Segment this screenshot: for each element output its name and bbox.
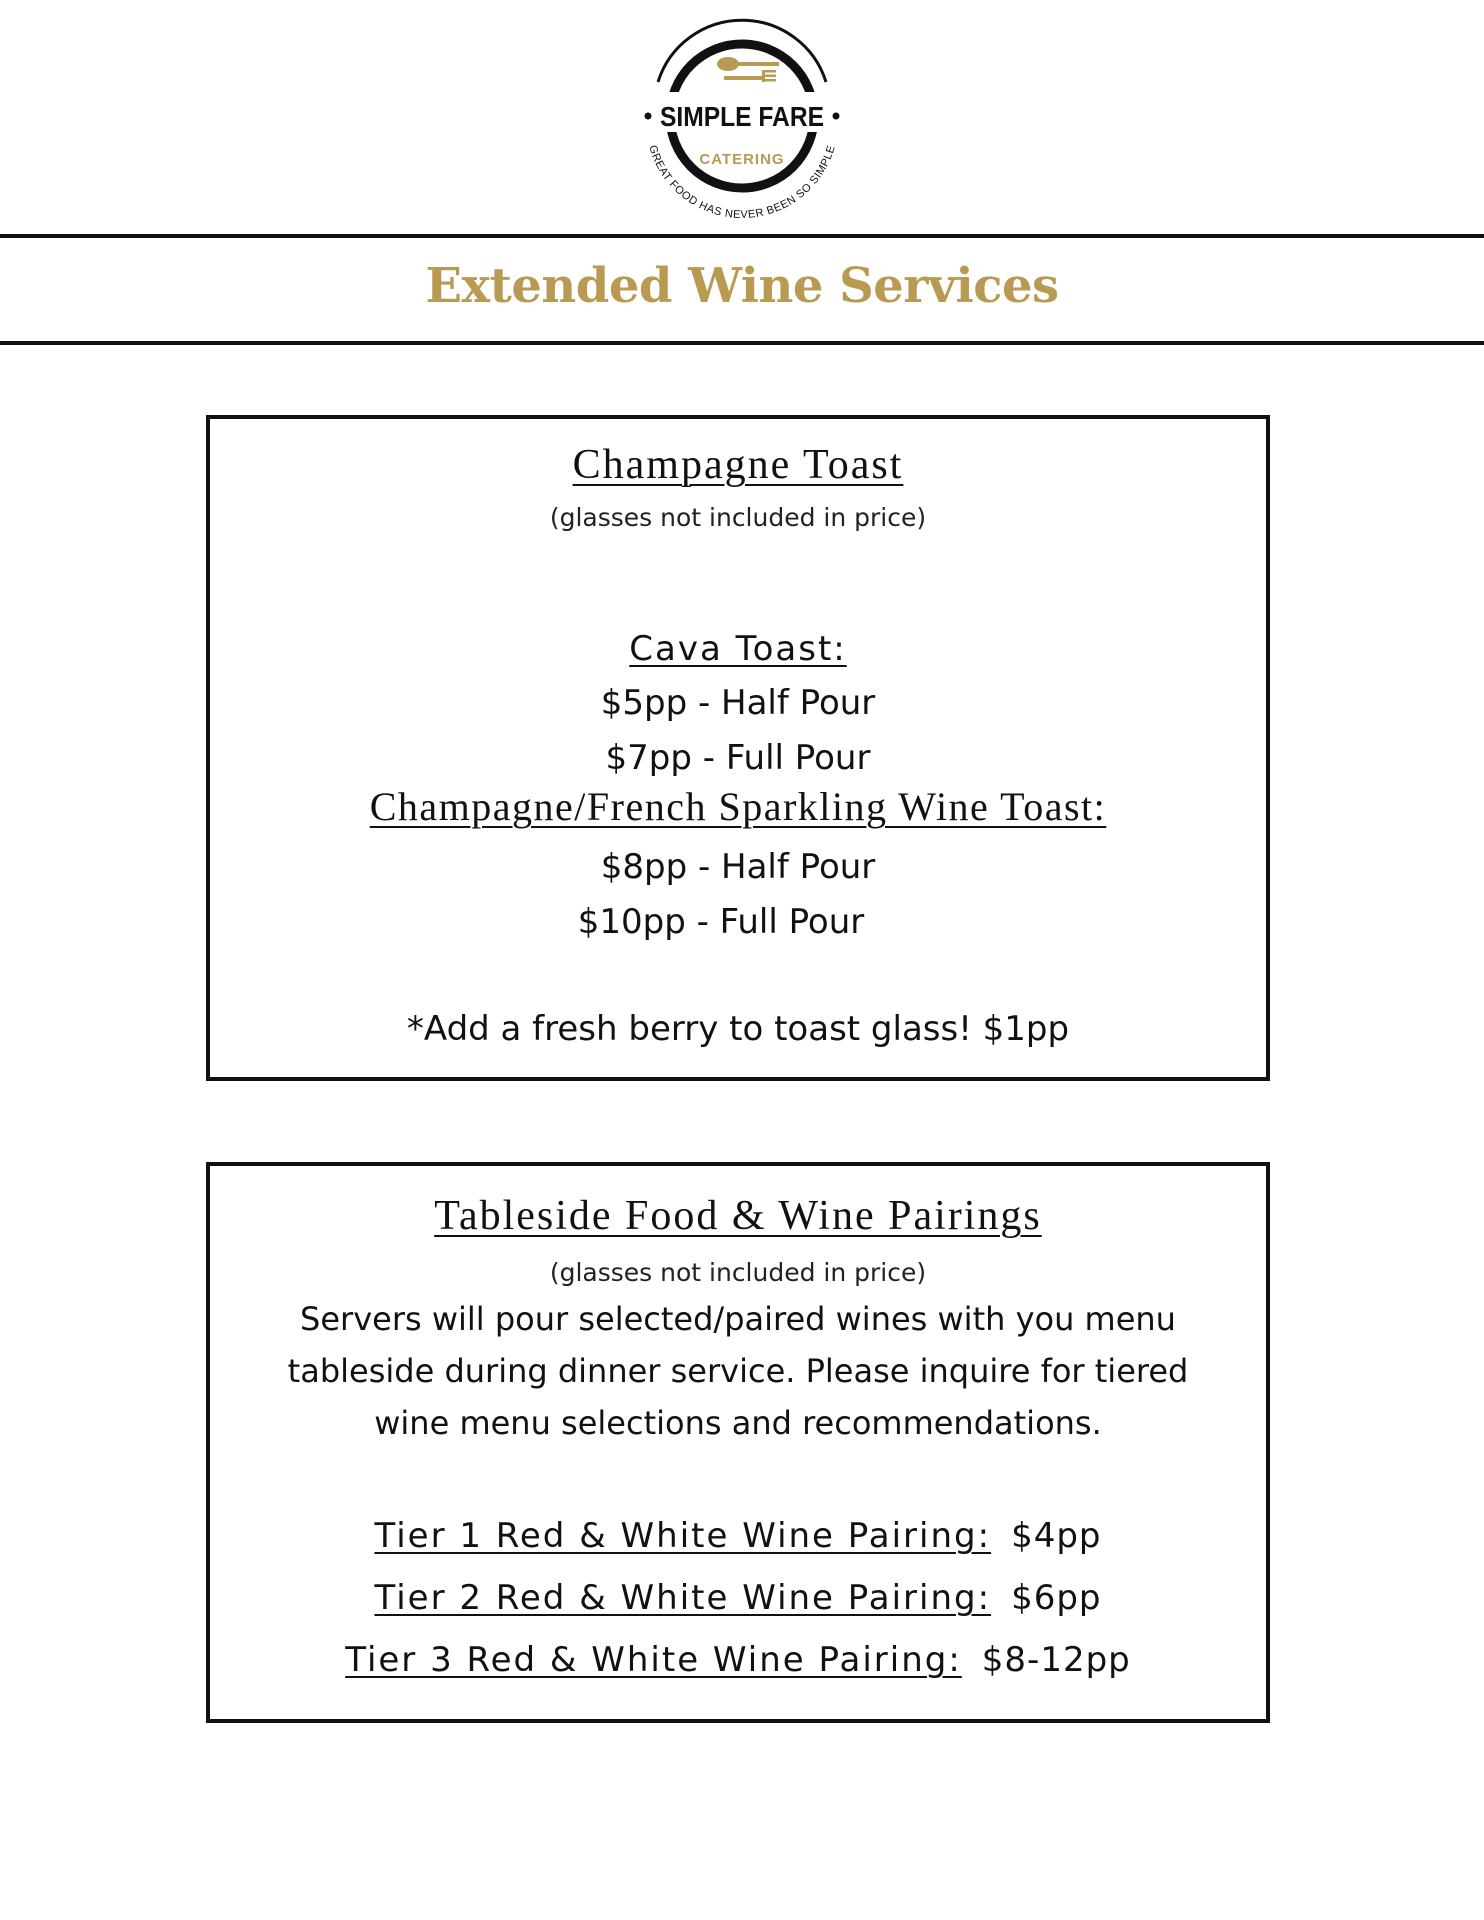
tier-2-label: Tier 2 Red & White Wine Pairing: bbox=[374, 1578, 992, 1618]
french-price-full: $10pp - Full Pour bbox=[577, 902, 865, 942]
champagne-glasses-note: (glasses not included in price) bbox=[549, 503, 927, 532]
tier-2-price: $6pp bbox=[1011, 1578, 1102, 1618]
simple-fare-logo bbox=[632, 4, 852, 224]
logo-subtitle: CATERING bbox=[699, 151, 785, 168]
cava-price-half: $5pp - Half Pour bbox=[600, 683, 876, 723]
tier-1-row bbox=[210, 1516, 1266, 1556]
cava-price-full: $7pp - Full Pour bbox=[605, 738, 871, 778]
spoon-icon bbox=[717, 57, 779, 71]
cava-toast-heading: Cava Toast: bbox=[629, 629, 847, 669]
tier-2-row bbox=[210, 1578, 1266, 1618]
tier-3-row bbox=[210, 1640, 1266, 1680]
pairings-glasses-note: (glasses not included in price) bbox=[549, 1258, 927, 1287]
french-price-half: $8pp - Half Pour bbox=[600, 847, 876, 887]
champagne-toast-heading: Champagne Toast bbox=[572, 442, 904, 488]
tier-3-price: $8-12pp bbox=[981, 1640, 1131, 1680]
berry-addon-note: *Add a fresh berry to toast glass! $1pp bbox=[406, 1009, 1070, 1049]
tier-3-label: Tier 3 Red & White Wine Pairing: bbox=[345, 1640, 962, 1680]
champagne-toast-box bbox=[206, 415, 1270, 1081]
pairings-description-line: wine menu selections and recommendations. bbox=[374, 1404, 1102, 1442]
logo-name: SIMPLE FARE bbox=[660, 101, 824, 132]
tier-1-price: $4pp bbox=[1011, 1516, 1102, 1556]
fork-icon bbox=[724, 70, 776, 82]
french-sparkling-heading: Champagne/French Sparkling Wine Toast: bbox=[369, 784, 1107, 829]
pairings-description-line: Servers will pour selected/paired wines with you menu bbox=[300, 1300, 1176, 1338]
page-title: Extended Wine Services bbox=[425, 258, 1059, 314]
header-bottom-rule bbox=[0, 341, 1484, 345]
pairings-description-line: tableside during dinner service. Please inquire for tiered bbox=[287, 1352, 1189, 1390]
wine-pairings-heading: Tableside Food & Wine Pairings bbox=[434, 1193, 1042, 1239]
header-top-rule bbox=[0, 234, 1484, 238]
wine-pairings-box bbox=[206, 1162, 1270, 1723]
logo-tagline: GREAT FOOD HAS NEVER BEEN SO SIMPLE bbox=[646, 143, 838, 222]
tier-1-label: Tier 1 Red & White Wine Pairing: bbox=[374, 1516, 992, 1556]
